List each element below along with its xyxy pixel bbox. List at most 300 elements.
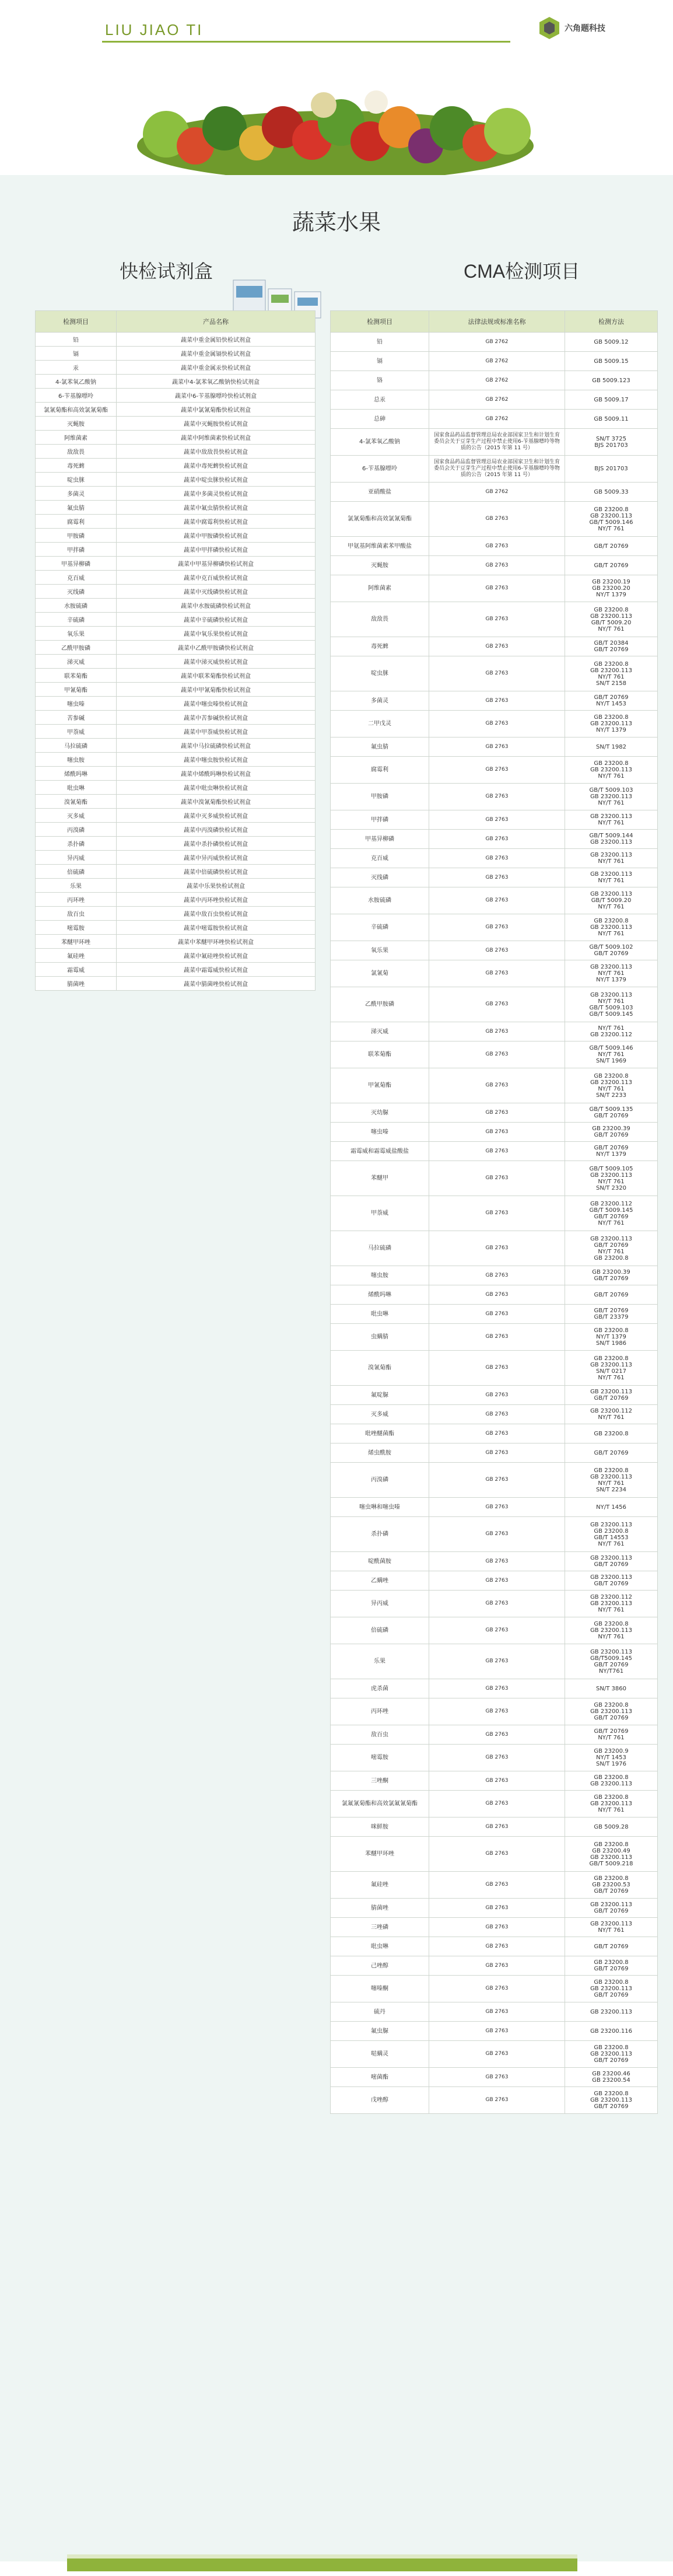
cma-standard-cell: GB 2762 [429,352,565,371]
cma-standard-cell: GB 2763 [429,602,565,637]
kit-product-cell: 蔬菜中甲氰菊酯快检试剂盒 [117,683,316,697]
kit-product-cell: 蔬菜中噻虫胺快检试剂盒 [117,753,316,767]
kit-item-cell: 噻虫嗪 [36,697,117,711]
cma-item-cell: 噻虫啉和噻虫嗪 [331,1498,429,1517]
kit-product-cell: 蔬菜中甲萘威快检试剂盒 [117,725,316,739]
cma-table-row [331,1899,658,1918]
cma-table-row [331,637,658,656]
cma-method-cell: GB 23200.8 GB 23200.113 GB/T 20769 [565,1698,658,1725]
kit-table-row [36,949,316,963]
cma-standard-cell: GB 2763 [429,1103,565,1123]
cma-method-cell: GB 23200.8 GB 23200.113 NY/T 761 SN/T 2158 [565,656,658,691]
cma-item-cell: 三唑磷 [331,1918,429,1937]
kit-item-cell: 氧乐果 [36,627,117,641]
cma-item-cell: 苯醚甲环唑 [331,1837,429,1872]
kit-product-cell: 蔬菜中霜霉威快检试剂盒 [117,963,316,977]
kit-table-row [36,907,316,921]
kit-item-cell: 毒死蜱 [36,459,117,473]
kit-table-row [36,333,316,347]
kit-item-cell: 甲基异柳磷 [36,557,117,571]
cma-standard-cell: GB 2763 [429,637,565,656]
cma-method-cell: SN/T 1982 [565,738,658,757]
kit-table-row [36,963,316,977]
cma-method-cell: GB 23200.113 GB/T5009.145 GB/T 20769 NY/T761 [565,1644,658,1679]
cma-table-row [331,1142,658,1161]
cma-table-row [331,1498,658,1517]
kit-product-cell: 蔬菜中重金属汞快检试剂盒 [117,361,316,375]
cma-item-cell: 敌敌畏 [331,602,429,637]
cma-item-cell: 吡虫啉 [331,1937,429,1956]
kit-product-cell: 蔬菜中甲基异柳磷快检试剂盒 [117,557,316,571]
kit-product-cell: 蔬菜中氯氰菊酯快检试剂盒 [117,403,316,417]
cma-method-cell: GB 23200.112 GB/T 5009.145 GB/T 20769 NY/T 761 [565,1196,658,1231]
cma-method-cell: GB 5009.28 [565,1817,658,1837]
cma-method-cell: NY/T 761 GB 23200.112 [565,1022,658,1041]
kit-header-product: 产品名称 [117,311,316,333]
cma-item-cell: 乐果 [331,1644,429,1679]
cma-table-row [331,1617,658,1644]
kit-product-cell: 蔬菜中烯酰吗啉快检试剂盒 [117,767,316,781]
cma-standard-cell: GB 2763 [429,1041,565,1068]
cma-table-row [331,410,658,429]
cma-method-cell: GB 23200.8 GB 23200.113 NY/T 761 SN/T 2233 [565,1068,658,1103]
kit-product-cell: 蔬菜中啶虫脒快检试剂盒 [117,473,316,487]
kit-item-cell: 甲胺磷 [36,529,117,543]
cma-method-cell: GB 23200.8 GB 23200.113 GB/T 20769 [565,1976,658,2002]
cma-table-row [331,960,658,987]
cma-standard-cell: GB 2763 [429,1817,565,1837]
kit-item-cell: 辛硫磷 [36,613,117,627]
kit-product-cell: 蔬菜中异丙威快检试剂盒 [117,851,316,865]
cma-header-method: 检测方法 [565,311,658,333]
cma-standard-cell: GB 2763 [429,1571,565,1591]
kit-table-row [36,837,316,851]
kit-item-cell: 丙环唑 [36,893,117,907]
cma-standard-cell: GB 2763 [429,810,565,830]
cma-item-cell: 啶虫脒 [331,656,429,691]
cma-table-row [331,1266,658,1285]
cma-standard-cell: GB 2763 [429,738,565,757]
cma-item-cell: 哒螨灵 [331,2041,429,2068]
cma-standard-cell: GB 2763 [429,1899,565,1918]
cma-standard-cell: GB 2763 [429,537,565,556]
kit-product-cell: 蔬菜中溴氰菊酯快检试剂盒 [117,795,316,809]
cma-table-row [331,987,658,1022]
kit-product-cell: 蔬菜中倍硫磷快检试剂盒 [117,865,316,879]
cma-method-cell: GB 23200.112 GB 23200.113 NY/T 761 [565,1591,658,1617]
cma-method-cell: GB 23200.113 NY/T 761 [565,868,658,887]
cma-table-row [331,2068,658,2087]
kit-table-row [36,809,316,823]
cma-item-cell: 倍硫磷 [331,1617,429,1644]
cma-table-row [331,483,658,502]
cma-method-cell: GB 23200.116 [565,2022,658,2041]
kit-product-cell: 蔬菜中4-氯苯氧乙酸钠快检试剂盒 [117,375,316,389]
kit-item-cell: 阿维菌素 [36,431,117,445]
cma-item-cell: 氟虫腈 [331,738,429,757]
cma-item-cell: 戊唑醇 [331,2087,429,2114]
cma-table-row [331,830,658,849]
cma-standard-cell: GB 2763 [429,1405,565,1424]
kit-item-cell: 啶虫脒 [36,473,117,487]
cma-item-cell: 溴氰菊酯 [331,1351,429,1386]
cma-item-cell: 甲拌磷 [331,810,429,830]
page-header [0,0,673,47]
kit-table-row [36,683,316,697]
kit-product-cell: 蔬菜中敌百虫快检试剂盒 [117,907,316,921]
cma-standard-cell: GB 2763 [429,1837,565,1872]
cma-table [330,310,658,2114]
cma-item-cell: 嘧菌酯 [331,2068,429,2087]
cma-method-cell: NY/T 1456 [565,1498,658,1517]
kit-table-row [36,487,316,501]
kit-product-cell: 蔬菜中多菌灵快检试剂盒 [117,487,316,501]
kit-item-cell: 灭线磷 [36,585,117,599]
cma-table-row [331,1123,658,1142]
cma-method-cell: GB 23200.113 GB/T 20769 [565,1386,658,1405]
kit-product-cell: 蔬菜中涕灭威快检试剂盒 [117,655,316,669]
kit-table-row [36,375,316,389]
kit-product-cell: 蔬菜中重金属镉快检试剂盒 [117,347,316,361]
kit-product-cell: 蔬菜中甲拌磷快检试剂盒 [117,543,316,557]
cma-table-row [331,868,658,887]
cma-method-cell: GB 23200.113 NY/T 761 [565,1918,658,1937]
cma-standard-cell: GB 2763 [429,849,565,868]
cma-item-cell: 噻虫胺 [331,1266,429,1285]
kit-product-cell: 蔬菜中苦参碱快检试剂盒 [117,711,316,725]
cma-standard-cell: GB 2763 [429,1976,565,2002]
cma-item-cell: 丙环唑 [331,1698,429,1725]
cma-table-row [331,456,658,483]
cma-table-row [331,575,658,602]
cma-table-row [331,914,658,941]
cma-standard-cell: GB 2763 [429,711,565,738]
cma-method-cell: GB 23200.8 GB 23200.113 NY/T 761 SN/T 2234 [565,1463,658,1498]
cma-standard-cell: GB 2762 [429,390,565,410]
kit-item-cell: 甲拌磷 [36,543,117,557]
cma-method-cell: GB 23200.8 GB 23200.113 GB/T 5009.20 NY/T 761 [565,602,658,637]
cma-method-cell: GB/T 5009.105 GB 23200.113 NY/T 761 SN/T 2320 [565,1161,658,1196]
cma-item-cell: 镉 [331,352,429,371]
cma-item-cell: 辛硫磷 [331,914,429,941]
kit-product-cell: 蔬菜中敌敌畏快检试剂盒 [117,445,316,459]
cma-item-cell: 烯酰吗啉 [331,1285,429,1305]
kit-product-cell: 蔬菜中马拉硫磷快检试剂盒 [117,739,316,753]
cma-table-row [331,2002,658,2022]
cma-item-cell: 噻嗪酮 [331,1976,429,2002]
cma-method-cell: GB 23200.113 GB/T 20769 [565,1571,658,1591]
kit-item-cell: 水胺硫磷 [36,599,117,613]
logo-text: 六角题科技 [565,23,605,33]
cma-item-cell: 二甲戊灵 [331,711,429,738]
cma-method-cell: GB 23200.113 GB 23200.8 GB/T 14553 NY/T 761 [565,1517,658,1552]
kit-product-cell: 蔬菜中灭蝇胺快检试剂盒 [117,417,316,431]
kit-product-cell: 蔬菜中氧乐果快检试剂盒 [117,627,316,641]
kit-product-cell: 蔬菜中甲胺磷快检试剂盒 [117,529,316,543]
kit-table-row [36,711,316,725]
cma-standard-cell: GB 2763 [429,1617,565,1644]
cma-table-row [331,1698,658,1725]
cma-standard-cell: GB 2763 [429,1285,565,1305]
cma-method-cell: GB/T 5009.102 GB/T 20769 [565,941,658,960]
cma-method-cell: GB 5009.15 [565,352,658,371]
cma-table-row [331,1791,658,1817]
cma-standard-cell: GB 2763 [429,784,565,810]
cma-table-row [331,1771,658,1791]
cma-standard-cell: GB 2763 [429,830,565,849]
kit-table-row [36,347,316,361]
cma-table-row [331,1231,658,1266]
cma-standard-cell: GB 2763 [429,868,565,887]
cma-standard-cell: GB 2763 [429,1937,565,1956]
kit-item-cell: 马拉硫磷 [36,739,117,753]
kit-item-cell: 苦参碱 [36,711,117,725]
cma-item-cell: 灭蝇胺 [331,556,429,575]
cma-item-cell: 灭多威 [331,1405,429,1424]
kit-product-cell: 蔬菜中吡虫啉快检试剂盒 [117,781,316,795]
cma-table-row [331,738,658,757]
cma-item-cell: 水胺硫磷 [331,887,429,914]
kit-product-cell: 蔬菜中灭线磷快检试剂盒 [117,585,316,599]
cma-item-cell: 氯氟氰菊酯和高效氯氟氰菊酯 [331,1791,429,1817]
cma-table-row [331,1517,658,1552]
cma-method-cell: GB/T 20384 GB/T 20769 [565,637,658,656]
cma-method-cell: GB/T 5009.135 GB/T 20769 [565,1103,658,1123]
cma-section-title: CMA检测项目 [464,261,580,282]
cma-item-cell: 硫丹 [331,2002,429,2022]
cma-item-cell: 吡唑醚菌酯 [331,1424,429,1443]
kit-item-cell: 苯醚甲环唑 [36,935,117,949]
kit-table-row [36,977,316,991]
cma-method-cell: GB 23200.39 GB/T 20769 [565,1266,658,1285]
kit-item-cell: 腈菌唑 [36,977,117,991]
cma-item-cell: 马拉硫磷 [331,1231,429,1266]
cma-method-cell: GB 23200.8 GB 23200.49 GB 23200.113 GB/T 5009.218 [565,1837,658,1872]
cma-standard-cell: GB 2763 [429,2022,565,2041]
cma-table-row [331,849,658,868]
cma-item-cell: 丙溴磷 [331,1463,429,1498]
cma-method-cell: GB 23200.8 GB 23200.113 SN/T 0217 NY/T 761 [565,1351,658,1386]
cma-table-row [331,1068,658,1103]
cma-table-row [331,1305,658,1324]
kit-item-cell: 灭多威 [36,809,117,823]
cma-standard-cell: GB 2763 [429,987,565,1022]
cma-method-cell: GB 5009.12 [565,333,658,352]
cma-item-cell: 吡虫啉 [331,1305,429,1324]
cma-table-row [331,1937,658,1956]
cma-method-cell: GB/T 5009.103 GB 23200.113 NY/T 761 [565,784,658,810]
cma-table-row [331,757,658,784]
cma-method-cell: GB 23200.113 GB/T 20769 NY/T 761 GB 23200.8 [565,1231,658,1266]
kit-item-cell: 涕灭威 [36,655,117,669]
kit-item-cell: 丙溴磷 [36,823,117,837]
kit-product-cell: 蔬菜中乐果快检试剂盒 [117,879,316,893]
cma-method-cell: GB 23200.113 GB/T 20769 [565,1899,658,1918]
cma-method-cell: GB 5009.123 [565,371,658,390]
kit-product-cell: 蔬菜中水胺硫磷快检试剂盒 [117,599,316,613]
cma-item-cell: 杀扑磷 [331,1517,429,1552]
cma-item-cell: 亚硝酸盐 [331,483,429,502]
page-title: 蔬菜水果 [292,211,381,235]
cma-standard-cell: GB 2762 [429,333,565,352]
cma-method-cell: GB 23200.46 GB 23200.54 [565,2068,658,2087]
kit-item-cell: 甲氰菊酯 [36,683,117,697]
cma-standard-cell: GB 2763 [429,1745,565,1771]
cma-standard-cell: GB 2763 [429,887,565,914]
cma-standard-cell: GB 2763 [429,1552,565,1571]
cma-standard-cell: GB 2763 [429,1791,565,1817]
cma-standard-cell: GB 2763 [429,656,565,691]
cma-item-cell: 阿维菌素 [331,575,429,602]
cma-table-row [331,390,658,410]
cma-method-cell: GB 23200.113 NY/T 761 [565,849,658,868]
kit-table-row [36,431,316,445]
cma-method-cell: GB 23200.113 [565,2002,658,2022]
cma-table-row [331,1725,658,1745]
cma-table-row [331,1552,658,1571]
cma-standard-cell: GB 2763 [429,1698,565,1725]
cma-method-cell: GB 23200.112 NY/T 761 [565,1405,658,1424]
cma-item-cell: 铅 [331,333,429,352]
kit-item-cell: 联苯菊酯 [36,669,117,683]
cma-item-cell: 甲胺磷 [331,784,429,810]
cma-table-row [331,1679,658,1698]
cma-item-cell: 氟虫脲 [331,2022,429,2041]
cma-table-row [331,1386,658,1405]
kit-table-row [36,515,316,529]
cma-item-cell: 氟硅唑 [331,1872,429,1899]
cma-item-cell: 敌百虫 [331,1725,429,1745]
cma-item-cell: 甲氰菊酯 [331,1068,429,1103]
kit-table-row [36,725,316,739]
cma-standard-cell: GB 2763 [429,1161,565,1196]
cma-header-standard: 法律法规或标准名称 [429,311,565,333]
cma-table-row [331,1463,658,1498]
cma-item-cell: 异丙威 [331,1591,429,1617]
cma-standard-cell: GB 2763 [429,1771,565,1791]
cma-item-cell: 多菌灵 [331,691,429,711]
cma-method-cell: SN/T 3860 [565,1679,658,1698]
cma-method-cell: GB/T 20769 [565,556,658,575]
cma-standard-cell: GB 2762 [429,483,565,502]
kit-product-cell: 蔬菜中毒死蜱快检试剂盒 [117,459,316,473]
cma-standard-cell: GB 2763 [429,1351,565,1386]
cma-method-cell: GB/T 20769 [565,1285,658,1305]
cma-table-row [331,691,658,711]
cma-table-row [331,1324,658,1351]
kit-item-cell: 乙酰甲胺磷 [36,641,117,655]
cma-table-row [331,1351,658,1386]
kit-item-cell: 灭蝇胺 [36,417,117,431]
cma-table-row [331,2022,658,2041]
kit-table-row [36,893,316,907]
cma-table-row [331,1872,658,1899]
cma-table-row [331,556,658,575]
cma-standard-cell: GB 2763 [429,2002,565,2022]
kit-item-cell: 腐霉利 [36,515,117,529]
cma-method-cell: GB 5009.33 [565,483,658,502]
cma-item-cell: 甲氨基阿维菌素苯甲酸盐 [331,537,429,556]
cma-item-cell: 6-苄基腺嘌呤 [331,456,429,483]
cma-method-cell: GB 23200.8 GB 23200.113 NY/T 761 [565,914,658,941]
brand-name: LIU JIAO TI [105,21,204,39]
kit-table-row [36,739,316,753]
kit-table-row [36,669,316,683]
cma-method-cell: GB/T 20769 [565,1443,658,1463]
kit-product-cell: 蔬菜中6-苄基腺嘌呤快检试剂盒 [117,389,316,403]
cma-item-cell: 联苯菊酯 [331,1041,429,1068]
kit-product-cell: 蔬菜中腐霉利快检试剂盒 [117,515,316,529]
kit-item-cell: 6-苄基腺嘌呤 [36,389,117,403]
cma-method-cell: GB/T 5009.146 NY/T 761 SN/T 1969 [565,1041,658,1068]
cma-item-cell: 涕灭威 [331,1022,429,1041]
cma-item-cell: 三唑酮 [331,1771,429,1791]
kit-item-cell: 吡虫啉 [36,781,117,795]
cma-table-row [331,1591,658,1617]
cma-item-cell: 总汞 [331,390,429,410]
cma-table-row [331,1837,658,1872]
cma-table-row [331,1424,658,1443]
cma-item-cell: 氯氰菊 [331,960,429,987]
kit-table-row [36,599,316,613]
cma-item-cell: 灭线磷 [331,868,429,887]
cma-method-cell: SN/T 3725 BJS 201703 [565,429,658,456]
kit-table-row [36,795,316,809]
cma-standard-cell: GB 2763 [429,1644,565,1679]
cma-standard-cell: GB 2763 [429,1498,565,1517]
cma-table-row [331,1285,658,1305]
kit-table-row [36,781,316,795]
cma-standard-cell: GB 2763 [429,1463,565,1498]
kit-item-cell: 异丙威 [36,851,117,865]
cma-table-row [331,537,658,556]
kit-table-row [36,935,316,949]
cma-method-cell: GB 23200.8 GB 23200.113 GB/T 20769 [565,2087,658,2114]
cma-item-cell: 铬 [331,371,429,390]
cma-method-cell: GB 23200.113 NY/T 761 [565,810,658,830]
cma-table-row [331,1956,658,1976]
kit-table-row [36,571,316,585]
cma-standard-cell: GB 2763 [429,1231,565,1266]
cma-standard-cell: GB 2763 [429,1956,565,1976]
cma-table-row [331,1918,658,1937]
cma-standard-cell: GB 2763 [429,1068,565,1103]
kit-table-row [36,879,316,893]
cma-standard-cell: GB 2763 [429,2041,565,2068]
kit-table-row [36,767,316,781]
kit-table [35,310,316,991]
cma-item-cell: 总砷 [331,410,429,429]
cma-item-cell: 乙螨唑 [331,1571,429,1591]
cma-table-row [331,371,658,390]
cma-method-cell: GB 23200.8 GB 23200.113 [565,1771,658,1791]
kit-item-cell: 烯酰吗啉 [36,767,117,781]
cma-item-cell: 啶酰菌胺 [331,1552,429,1571]
kit-item-cell: 敌敌畏 [36,445,117,459]
cma-standard-cell: GB 2763 [429,1022,565,1041]
cma-table-row [331,2087,658,2114]
kit-item-cell: 乐果 [36,879,117,893]
cma-standard-cell: GB 2763 [429,1266,565,1285]
kit-item-cell: 敌百虫 [36,907,117,921]
kit-item-cell: 汞 [36,361,117,375]
cma-standard-cell: 国家食品药品监督管理总局农业部国家卫生和计划生育委员会关于豆芽生产过程中禁止使用6-苄基腺嘌呤等物质的公告（2015 年第 11 号） [429,429,565,456]
kit-product-cell: 蔬菜中噻虫嗪快检试剂盒 [117,697,316,711]
cma-item-cell: 虫螨腈 [331,1324,429,1351]
cma-method-cell: GB/T 20769 GB/T 23379 [565,1305,658,1324]
kit-table-row [36,543,316,557]
cma-method-cell: GB 23200.8 GB 23200.113 NY/T 761 [565,1791,658,1817]
